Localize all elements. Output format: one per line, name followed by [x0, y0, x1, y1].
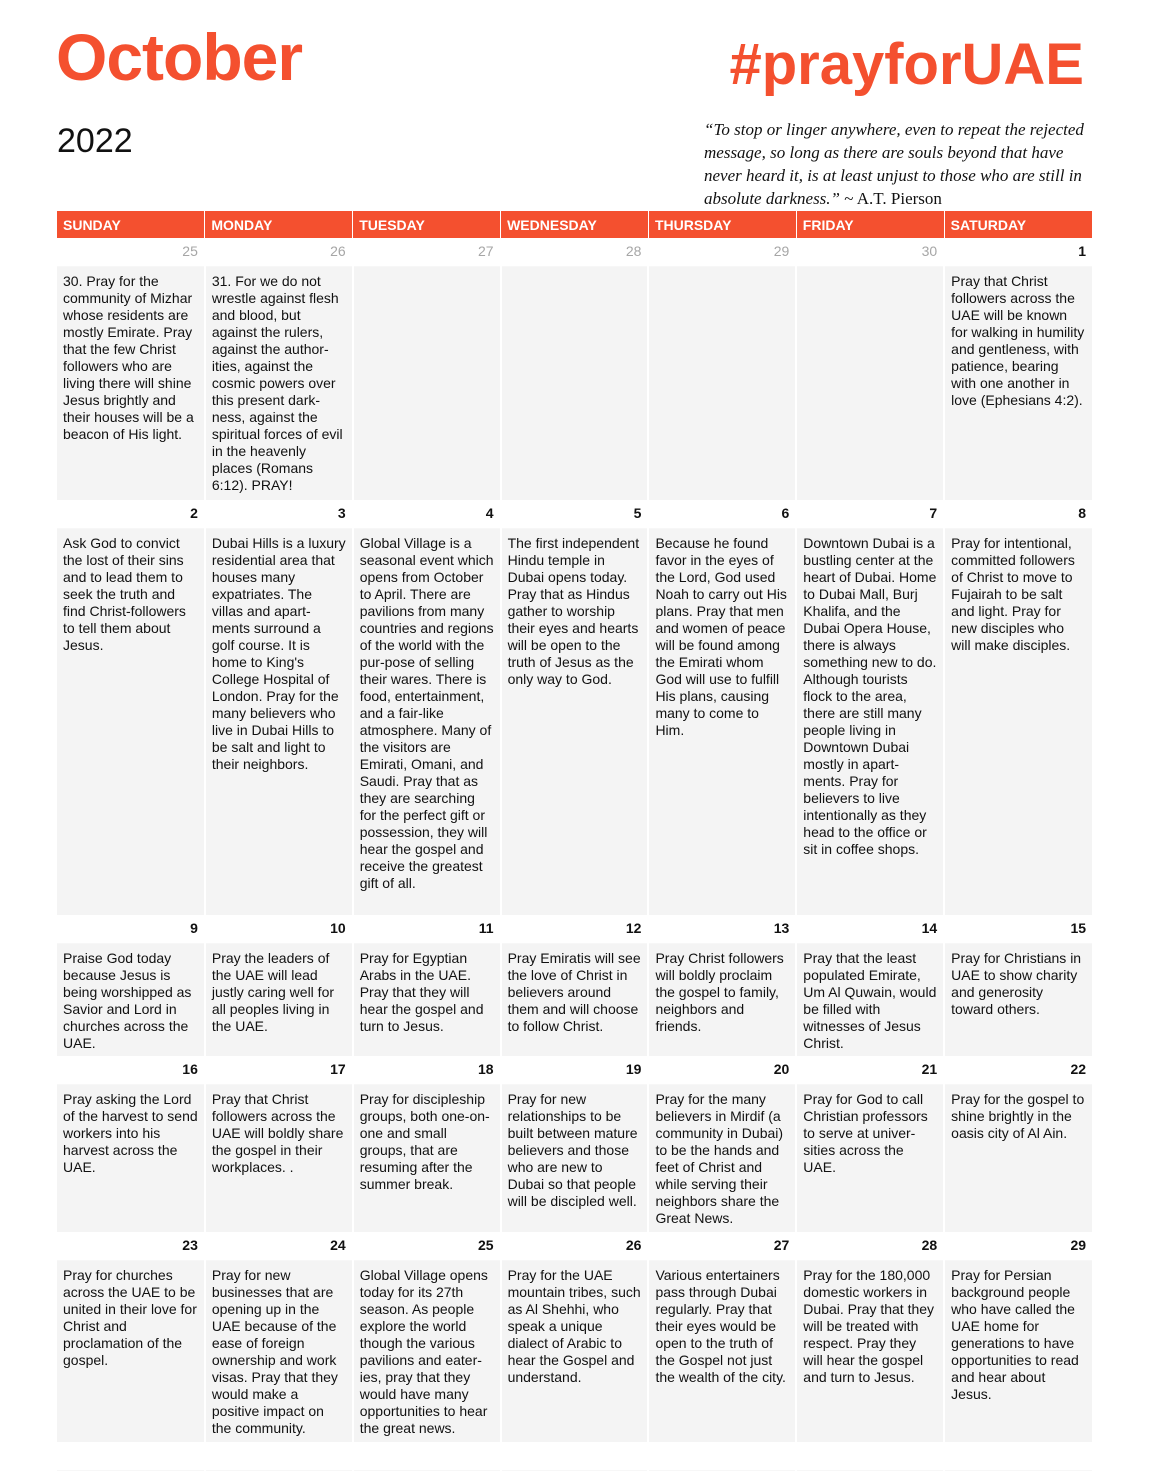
- empty-date-cell: [501, 1442, 649, 1470]
- week-2-prayers: [57, 528, 1092, 915]
- week-5-prayers: [57, 1260, 1092, 1442]
- prayer-text: Praise God today because Jesus is being worshipped as Savior and Lord in churches across the UAE.: [57, 943, 205, 1056]
- date-number: 28: [501, 238, 649, 266]
- date-number: 29: [944, 1232, 1092, 1260]
- week-4-dates: [57, 1056, 1092, 1084]
- week-1-prayers: [57, 266, 1092, 500]
- prayer-text: Pray for new businesses that are opening up in the UAE because of the ease of foreign ownership and work visas. Pray that they would make a positive impact on the community.: [205, 1260, 353, 1442]
- prayer-text: Pray for intentional, committed followers of Christ to move to Fujairah to be salt and light. Pray for new disciples who will make disciples.: [944, 528, 1092, 915]
- weekday-saturday: SATURDAY: [944, 211, 1092, 238]
- date-number: 7: [796, 500, 944, 528]
- empty-date-cell: [353, 1442, 501, 1470]
- prayer-text: Downtown Dubai is a bustling center at the heart of Dubai. Home to Dubai Mall, Burj Khalifa, and the Dubai Opera House, there is always something new to do. Although tourists flock to the area, there are still many people living in Downtown Dubai mostly in apart-ments. Pray for believers to live intentionally as they head to the office or sit in coffee shops.: [796, 528, 944, 915]
- weekday-thursday: THURSDAY: [648, 211, 796, 238]
- date-number: 27: [353, 238, 501, 266]
- date-number: 18: [353, 1056, 501, 1084]
- weekday-monday: MONDAY: [205, 211, 353, 238]
- empty-date-cell: [648, 1442, 796, 1470]
- empty-date-cell: [796, 1442, 944, 1470]
- date-number: 16: [57, 1056, 205, 1084]
- prayer-text: Pray for churches across the UAE to be united in their love for Christ and proclamation of the gospel.: [57, 1260, 205, 1442]
- weekday-wednesday: WEDNESDAY: [501, 211, 649, 238]
- prayer-text: Global Village opens today for its 27th season. As people explore the world though the various pavilions and eater-ies, pray that they would have many opportunities to hear the great news.: [353, 1260, 501, 1442]
- week-2-dates: [57, 500, 1092, 528]
- date-number: 22: [944, 1056, 1092, 1084]
- week-4-prayers: [57, 1084, 1092, 1232]
- date-number: 11: [353, 915, 501, 943]
- date-number: 2: [57, 500, 205, 528]
- date-number: 6: [648, 500, 796, 528]
- date-number: 25: [353, 1232, 501, 1260]
- prayer-text: Because he found favor in the eyes of the Lord, God used Noah to carry out His plans. Pray that men and women of peace will be found among the Emirati whom God will use to fulfill His plans, causing many to come to Him.: [648, 528, 796, 915]
- date-number: 17: [205, 1056, 353, 1084]
- prayer-text: Pray for new relationships to be built between mature believers and those who are new to Dubai so that people will be discipled well.: [501, 1084, 649, 1232]
- date-number: 30: [796, 238, 944, 266]
- empty-date-cell: [57, 1442, 205, 1470]
- prayer-text: Pray asking the Lord of the harvest to send workers into his harvest across the UAE.: [57, 1084, 205, 1232]
- prayer-text: Pray for the many believers in Mirdif (a community in Dubai) to be the hands and feet of Christ and while serving their neighbors share the Great News.: [648, 1084, 796, 1232]
- prayer-text: Dubai Hills is a luxury residential area that houses many expatriates. The villas and apart-ments surround a golf course. It is home to King's College Hospital of London. Pray for the many believers who live in Dubai Hills to be salt and light to their neighbors.: [205, 528, 353, 915]
- prayer-text: The first independent Hindu temple in Dubai opens today. Pray that as Hindus gather to worship their eyes and hearts will be open to the truth of Jesus as the only way to God.: [501, 528, 649, 915]
- date-number: 3: [205, 500, 353, 528]
- prayer-text: [353, 266, 501, 500]
- prayer-text: Pray for God to call Christian professors to serve at univer-sities across the UAE.: [796, 1084, 944, 1232]
- prayer-text: Pray that Christ followers across the UAE will boldly share the gospel in their workplaces. .: [205, 1084, 353, 1232]
- weekday-friday: FRIDAY: [796, 211, 944, 238]
- date-number: 19: [501, 1056, 649, 1084]
- weekday-header: [57, 211, 1092, 238]
- prayer-text: Pray Emiratis will see the love of Christ in believers around them and will choose to follow Christ.: [501, 943, 649, 1056]
- prayer-text: Pray Christ followers will boldly proclaim the gospel to family, neighbors and friends.: [648, 943, 796, 1056]
- prayer-text: Pray for the 180,000 domestic workers in Dubai. Pray that they will be treated with respect. Pray they will hear the gospel and turn to Jesus.: [796, 1260, 944, 1442]
- date-number: 28: [796, 1232, 944, 1260]
- date-number: 21: [796, 1056, 944, 1084]
- prayer-text: [796, 266, 944, 500]
- prayer-text: 30. Pray for the community of Mizhar whose residents are mostly Emirate. Pray that the few Christ followers who are living there will shine Jesus brightly and their houses will be a beacon of His light.: [57, 266, 205, 500]
- week-3-prayers: [57, 943, 1092, 1056]
- date-number: 26: [501, 1232, 649, 1260]
- date-number: 4: [353, 500, 501, 528]
- empty-date-cell: [205, 1442, 353, 1470]
- prayer-text: Pray for the UAE mountain tribes, such as Al Shehhi, who speak a unique dialect of Arabic to hear the Gospel and understand.: [501, 1260, 649, 1442]
- date-number: 26: [205, 238, 353, 266]
- week-3-dates: [57, 915, 1092, 943]
- date-number: 29: [648, 238, 796, 266]
- month-title: October: [56, 20, 303, 94]
- prayer-text: 31. For we do not wrestle against flesh and blood, but against the rulers, against the author-ities, against the cosmic powers over this present dark-ness, against the spiritual forces of evil in the heavenly places (Romans 6:12). PRAY!: [205, 266, 353, 500]
- prayer-text: Various entertainers pass through Dubai regularly. Pray that their eyes would be open to the truth of the Gospel not just the wealth of the city.: [648, 1260, 796, 1442]
- calendar-grid: [57, 211, 1092, 1471]
- date-number: 14: [796, 915, 944, 943]
- year-label: 2022: [57, 122, 133, 160]
- prayer-text: Global Village is a seasonal event which opens from October to April. There are pavilions from many countries and regions of the world with the pur-pose of selling their wares. There is food, entertainment, and a fair-like atmosphere. Many of the visitors are Emirati, Omani, and Saudi. Pray that as they are searching for the perfect gift or possession, they will hear the gospel and receive the greatest gift of all.: [353, 528, 501, 915]
- weekday-sunday: SUNDAY: [57, 211, 205, 238]
- week-1-dates: [57, 238, 1092, 266]
- prayer-text: Pray that the least populated Emirate, Um Al Quwain, would be filled with witnesses of Jesus Christ.: [796, 943, 944, 1056]
- prayer-text: Pray for the gospel to shine brightly in the oasis city of Al Ain.: [944, 1084, 1092, 1232]
- quote-attribution: ~ A.T. Pierson: [840, 189, 942, 208]
- prayer-text: Pray the leaders of the UAE will lead justly caring well for all peoples living in the UAE.: [205, 943, 353, 1056]
- empty-date-cell: [944, 1442, 1092, 1470]
- date-number: 20: [648, 1056, 796, 1084]
- week-6-dates: [57, 1442, 1092, 1470]
- prayer-text: [648, 266, 796, 500]
- week-5-dates: [57, 1232, 1092, 1260]
- date-number: 15: [944, 915, 1092, 943]
- date-number: 8: [944, 500, 1092, 528]
- quote: [704, 118, 1104, 210]
- hashtag-title: #prayforUAE: [729, 32, 1084, 97]
- date-number: 23: [57, 1232, 205, 1260]
- prayer-text: Pray for discipleship groups, both one-on-one and small groups, that are resuming after the summer break.: [353, 1084, 501, 1232]
- prayer-text: [501, 266, 649, 500]
- date-number: 24: [205, 1232, 353, 1260]
- date-number: 27: [648, 1232, 796, 1260]
- date-number: 5: [501, 500, 649, 528]
- date-number: 13: [648, 915, 796, 943]
- prayer-text: Ask God to convict the lost of their sins and to lead them to seek the truth and find Christ-followers to tell them about Jesus.: [57, 528, 205, 915]
- prayer-text: Pray for Persian background people who have called the UAE home for generations to have opportunities to read and hear about Jesus.: [944, 1260, 1092, 1442]
- prayer-text: Pray for Egyptian Arabs in the UAE. Pray that they will hear the gospel and turn to Jesus.: [353, 943, 501, 1056]
- date-number: 9: [57, 915, 205, 943]
- prayer-text: Pray for Christians in UAE to show charity and generosity toward others.: [944, 943, 1092, 1056]
- date-number: 10: [205, 915, 353, 943]
- date-number: 25: [57, 238, 205, 266]
- weekday-tuesday: TUESDAY: [353, 211, 501, 238]
- prayer-text: Pray that Christ followers across the UAE will be known for walking in humility and gentleness, with patience, bearing with one another in love (Ephesians 4:2).: [944, 266, 1092, 500]
- date-number: 12: [501, 915, 649, 943]
- date-number: 1: [944, 238, 1092, 266]
- quote-text: “To stop or linger anywhere, even to repeat the rejected message, so long as there are souls beyond that have never heard it, is at least unjust to those who are still in absolute darkness.”: [704, 120, 1084, 208]
